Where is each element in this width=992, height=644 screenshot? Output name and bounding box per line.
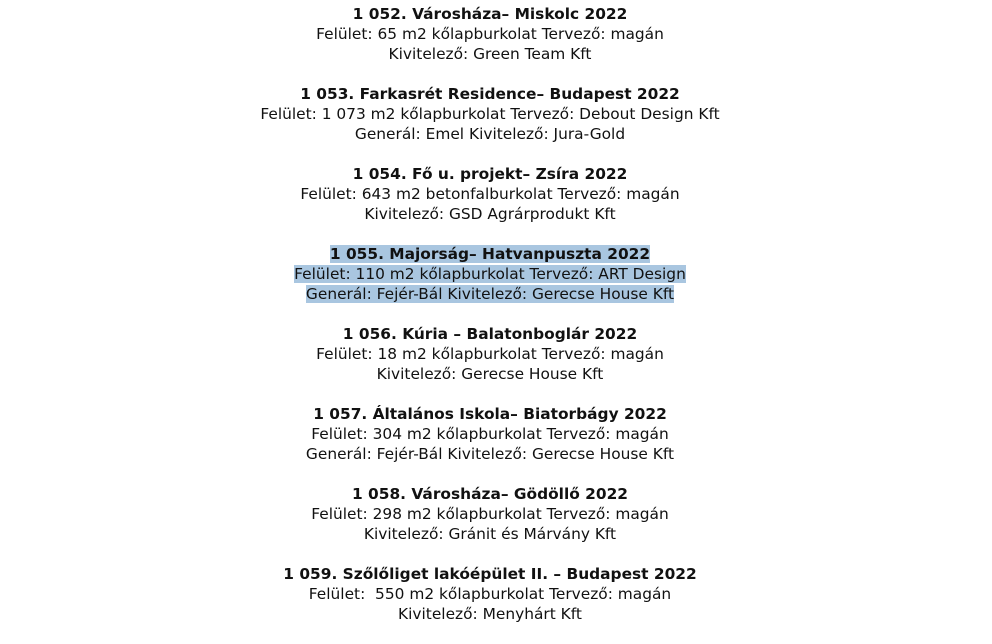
project-entry <box>0 484 980 544</box>
project-detail-line[interactable]: Kivitelező: Green Team Kft <box>388 45 592 63</box>
project-detail-line[interactable]: Felület: 298 m2 kőlapburkolat Tervező: magán <box>311 505 669 523</box>
project-entry <box>0 324 980 384</box>
selected-project-detail-line[interactable]: Generál: Fejér-Bál Kivitelező: Gerecse House Kft <box>305 285 675 303</box>
project-title[interactable]: 1 058. Városháza– Gödöllő 2022 <box>351 485 629 503</box>
project-title[interactable]: 1 052. Városháza– Miskolc 2022 <box>352 5 628 23</box>
project-entry <box>0 564 980 624</box>
project-detail-line[interactable]: Felület: 65 m2 kőlapburkolat Tervező: magán <box>316 25 664 43</box>
project-title[interactable]: 1 059. Szőlőliget lakóépület II. – Budapest 2022 <box>283 565 697 583</box>
project-detail-line[interactable]: Felület: 643 m2 betonfalburkolat Tervező: magán <box>300 185 680 203</box>
project-detail-line[interactable]: Kivitelező: Gerecse House Kft <box>376 365 604 383</box>
project-detail-line[interactable]: Generál: Fejér-Bál Kivitelező: Gerecse House Kft <box>305 445 675 463</box>
selected-project-detail-line[interactable]: Felület: 110 m2 kőlapburkolat Tervező: ART Design <box>294 265 686 283</box>
project-detail-line[interactable]: Felület: 18 m2 kőlapburkolat Tervező: magán <box>316 345 664 363</box>
project-detail-line[interactable]: Felület: 1 073 m2 kőlapburkolat Tervező: Debout Design Kft <box>260 105 720 123</box>
project-detail-line[interactable]: Kivitelező: GSD Agrárprodukt Kft <box>364 205 616 223</box>
document-body <box>0 4 980 644</box>
project-detail-line[interactable]: Kivitelező: Menyhárt Kft <box>398 605 582 623</box>
project-detail-line[interactable]: Felület: 550 m2 kőlapburkolat Tervező: magán <box>308 585 672 603</box>
selected-project-title[interactable]: 1 055. Majorság– Hatvanpuszta 2022 <box>329 245 651 263</box>
project-detail-line[interactable]: Felület: 304 m2 kőlapburkolat Tervező: magán <box>311 425 669 443</box>
project-entry-selected <box>0 244 980 304</box>
project-title[interactable]: 1 056. Kúria – Balatonboglár 2022 <box>342 325 638 343</box>
project-entry <box>0 164 980 224</box>
project-entry <box>0 404 980 464</box>
project-entry <box>0 84 980 144</box>
project-detail-line[interactable]: Kivitelező: Gránit és Márvány Kft <box>363 525 617 543</box>
project-title[interactable]: 1 053. Farkasrét Residence– Budapest 2022 <box>300 85 680 103</box>
project-entry <box>0 4 980 64</box>
project-detail-line[interactable]: Generál: Emel Kivitelező: Jura-Gold <box>354 125 626 143</box>
project-title[interactable]: 1 054. Fő u. projekt– Zsíra 2022 <box>352 165 628 183</box>
project-title[interactable]: 1 057. Általános Iskola– Biatorbágy 2022 <box>313 405 667 423</box>
